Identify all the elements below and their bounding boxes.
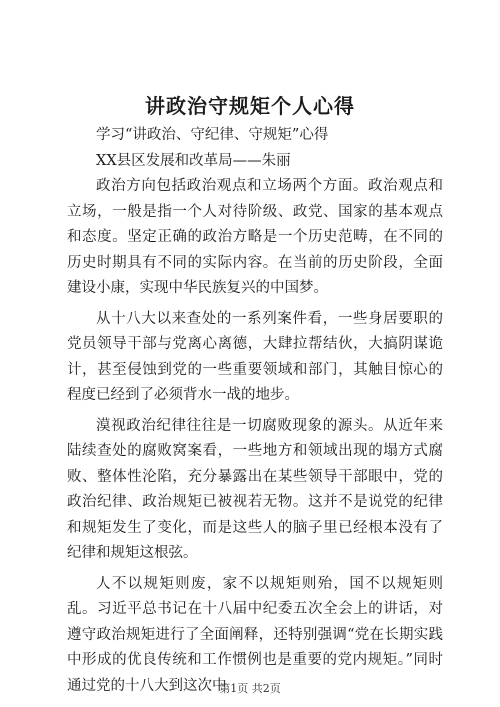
author-line: XX县区发展和改革局——朱丽	[96, 152, 291, 169]
body-paragraph-4: 人不以规矩则废，家不以规矩则殆，国不以规矩则乱。习近平总书记在十八届中纪委五次全会上的讲话，对遵守政治规矩进行了全面阐释，还特别强调“党在长期实践中形成的优良传统和工作惯例也是重要的党内规矩。”同时通过党的十八大到这次中	[67, 575, 443, 694]
document-title: 讲政治守规矩个人心得	[145, 94, 355, 118]
body-paragraph-2: 从十八大以来查处的一系列案件看，一些身居要职的党员领导干部与党离心离德，大肆拉帮结伙，大搞阴谋诡计，甚至侵蚀到党的一些重要领域和部门，其触目惊心的程度已经到了必须背水一战的地步。	[67, 310, 443, 403]
page-number-footer: 第1页 共2页	[219, 682, 281, 695]
document-body	[67, 123, 443, 699]
body-paragraph-3: 漠视政治纪律往往是一切腐败现象的源头。从近年来陆续查处的腐败窝案看，一些地方和领域出现的塌方式腐败、整体性沦陷，充分暴露出在某些领导干部眼中，党的政治纪律、政治规矩已被视若无物。这并不是说党的纪律和规矩发生了变化，而是这些人的脑子里已经根本没有了纪律和规矩这根弦。	[67, 417, 443, 561]
document-subtitle: 学习“讲政治、守纪律、守规矩”心得	[96, 127, 329, 143]
body-paragraph-1: 政治方向包括政治观点和立场两个方面。政治观点和立场，一般是指一个人对待阶级、政党、国家的基本观点和态度。坚定正确的政治方略是一个历史范畴，在不同的历史时期具有不同的实际内容。在当前的历史阶段，全面建设小康，实现中华民族复兴的中国梦。	[67, 178, 443, 296]
